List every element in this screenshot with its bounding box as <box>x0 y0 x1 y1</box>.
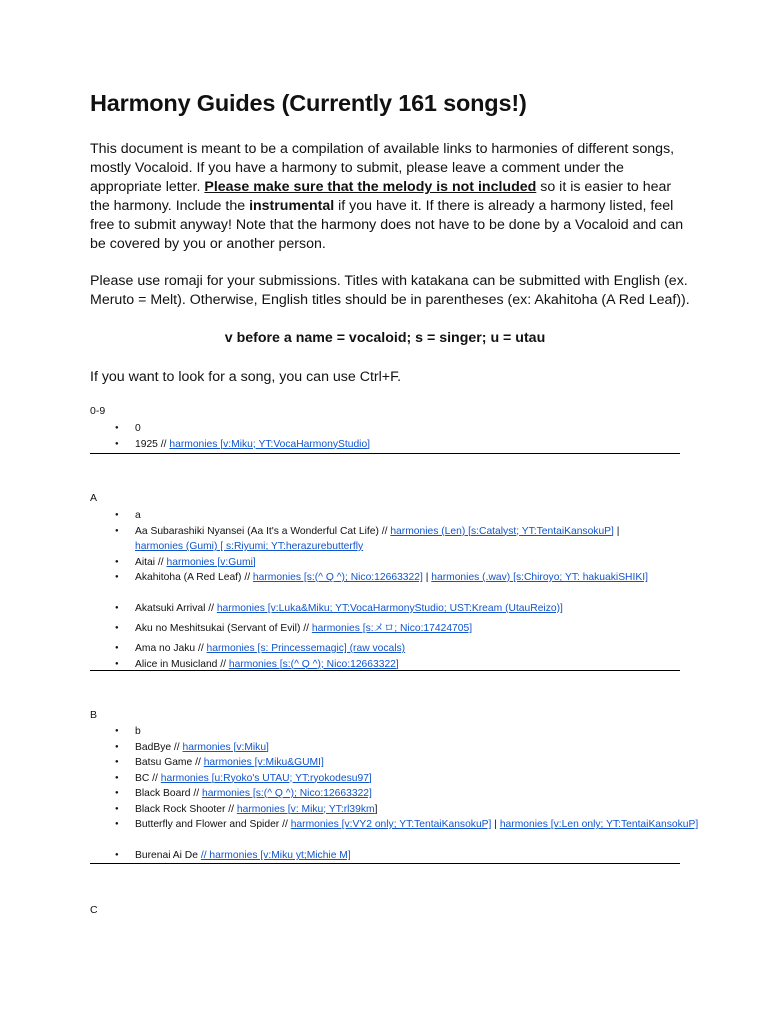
harmony-link[interactable]: harmonies [v:Gumi] <box>166 556 256 568</box>
harmony-link[interactable]: harmonies [v:Miku; YT:VocaHarmonyStudio] <box>169 438 371 450</box>
harmony-link[interactable]: harmonies [s:メロ; Nico:17424705] <box>311 623 473 634</box>
song-title: Black Board // <box>135 788 202 799</box>
harmony-link[interactable]: harmonies [v:Miku] <box>182 741 269 753</box>
section-label-a: A <box>90 492 98 504</box>
song-title: Burenai Ai De <box>135 850 201 861</box>
list-item <box>90 570 680 601</box>
intro-text: if you have it. If there is already a harmony listed, feel free to submit anyway! Note that the harmony does not have to be done by a Vocaloid and can be covered by you or another person. <box>90 198 684 252</box>
list-item <box>90 848 680 864</box>
harmony-link[interactable]: harmonies [s:(^ Q ^); Nico:12663322] <box>228 658 399 670</box>
harmony-link[interactable]: harmonies [v:VY2 only; YT:TentaiKansokuP] <box>290 819 492 830</box>
section-label-b: B <box>90 709 98 721</box>
harmony-link[interactable]: harmonies [s:(^ Q ^); Nico:12663322] <box>201 788 372 799</box>
song-title: Akatsuki Arrival // <box>135 603 217 614</box>
song-title: Ama no Jaku // <box>135 643 207 654</box>
song-title: b <box>135 726 141 737</box>
harmony-link[interactable]: harmonies (.wav) [s:Chiroyo; YT: hakuakiSHIKI] <box>431 572 648 583</box>
closing-bracket: ] <box>374 803 378 815</box>
intro-paragraph <box>90 140 690 254</box>
song-list-b <box>90 724 699 864</box>
list-item <box>90 508 680 524</box>
list-item <box>90 601 680 621</box>
instrumental-emphasis: instrumental <box>249 198 335 214</box>
song-title: BadBye // <box>135 741 183 753</box>
link-separator: | <box>613 525 620 537</box>
list-item <box>90 724 680 740</box>
list-item <box>90 755 680 771</box>
search-tip: If you want to look for a song, you can use Ctrl+F. <box>90 369 402 385</box>
list-item <box>90 437 680 453</box>
document-title: Harmony Guides (Currently 161 songs!) <box>90 90 527 116</box>
song-title: Akahitoha (A Red Leaf) // <box>135 572 253 583</box>
link-separator: | <box>491 819 500 830</box>
melody-warning: Please make sure that the melody is not included <box>204 179 537 195</box>
harmony-link[interactable]: // harmonies [v:Miku yt;Michie M] <box>200 850 351 861</box>
song-title: Aa Subarashiki Nyansei (Aa It's a Wonderful Cat Life) // <box>135 525 391 537</box>
list-item <box>90 621 680 641</box>
list-item <box>90 802 680 818</box>
list-item <box>90 817 699 848</box>
song-title: Butterfly and Flower and Spider // <box>135 819 291 830</box>
list-item <box>90 555 680 571</box>
song-title: Alice in Musicland // <box>135 658 229 670</box>
song-list-a <box>90 508 680 672</box>
abbreviation-legend: v before a name = vocaloid; s = singer; u = utau <box>224 330 546 346</box>
list-item <box>90 786 680 802</box>
harmony-link[interactable]: harmonies [v:Len only; YT:TentaiKansokuP] <box>499 819 699 830</box>
section-divider <box>90 670 680 671</box>
song-title: Aitai // <box>135 556 167 568</box>
harmony-link[interactable]: harmonies (Len) [s:Catalyst; YT:TentaiKansokuP] <box>390 525 614 537</box>
intro-text: This document is meant to be a compilation of available links to harmonies of different songs, mostly Vocaloid. If you have a harmony to submit, please leave a comment under the appropriate letter. <box>90 141 675 195</box>
song-title: Black Rock Shooter // <box>135 803 237 815</box>
song-title: 1925 // <box>135 438 170 450</box>
section-label-0-9: 0-9 <box>90 405 106 417</box>
link-separator: | <box>422 572 432 583</box>
song-title: Aku no Meshitsukai (Servant of Evil) // <box>135 623 312 634</box>
list-item <box>90 740 680 756</box>
song-title: BC // <box>135 772 161 784</box>
song-title: a <box>135 510 141 521</box>
song-title: Batsu Game // <box>135 757 204 768</box>
harmony-link[interactable]: harmonies [s:(^ Q ^); Nico:12663322] <box>252 572 423 583</box>
harmony-link[interactable]: harmonies [s: Princessemagic] (raw vocals) <box>206 643 406 654</box>
section-divider <box>90 453 680 454</box>
harmony-link[interactable]: harmonies [v:Miku&GUMI] <box>203 757 324 768</box>
list-item <box>90 641 680 657</box>
intro-text: so it is easier to hear the harmony. Include the <box>90 179 672 214</box>
section-label-c: C <box>90 904 98 916</box>
list-item <box>90 771 680 787</box>
song-list-0-9 <box>90 421 680 452</box>
harmony-link[interactable]: harmonies (Gumi) [ s:Riyumi; YT:herazurebutterfly <box>135 541 364 552</box>
song-title: 0 <box>135 423 141 434</box>
list-item <box>90 524 680 555</box>
harmony-link[interactable]: harmonies [v: Miku; YT:rl39km <box>236 803 375 815</box>
romaji-note: Please use romaji for your submissions. Titles with katakana can be submitted with English (ex. Meruto = Melt). Otherwise, English titles should be in parentheses (ex: Akahitoha (A Red Leaf)). <box>90 273 690 308</box>
list-item <box>90 421 680 437</box>
harmony-link[interactable]: harmonies [v:Luka&Miku; YT:VocaHarmonyStudio; UST:Kream (UtauReizo)] <box>216 603 563 614</box>
section-divider <box>90 863 680 864</box>
harmony-link[interactable]: harmonies [u:Ryoko's UTAU; YT:ryokodesu97] <box>160 772 372 784</box>
